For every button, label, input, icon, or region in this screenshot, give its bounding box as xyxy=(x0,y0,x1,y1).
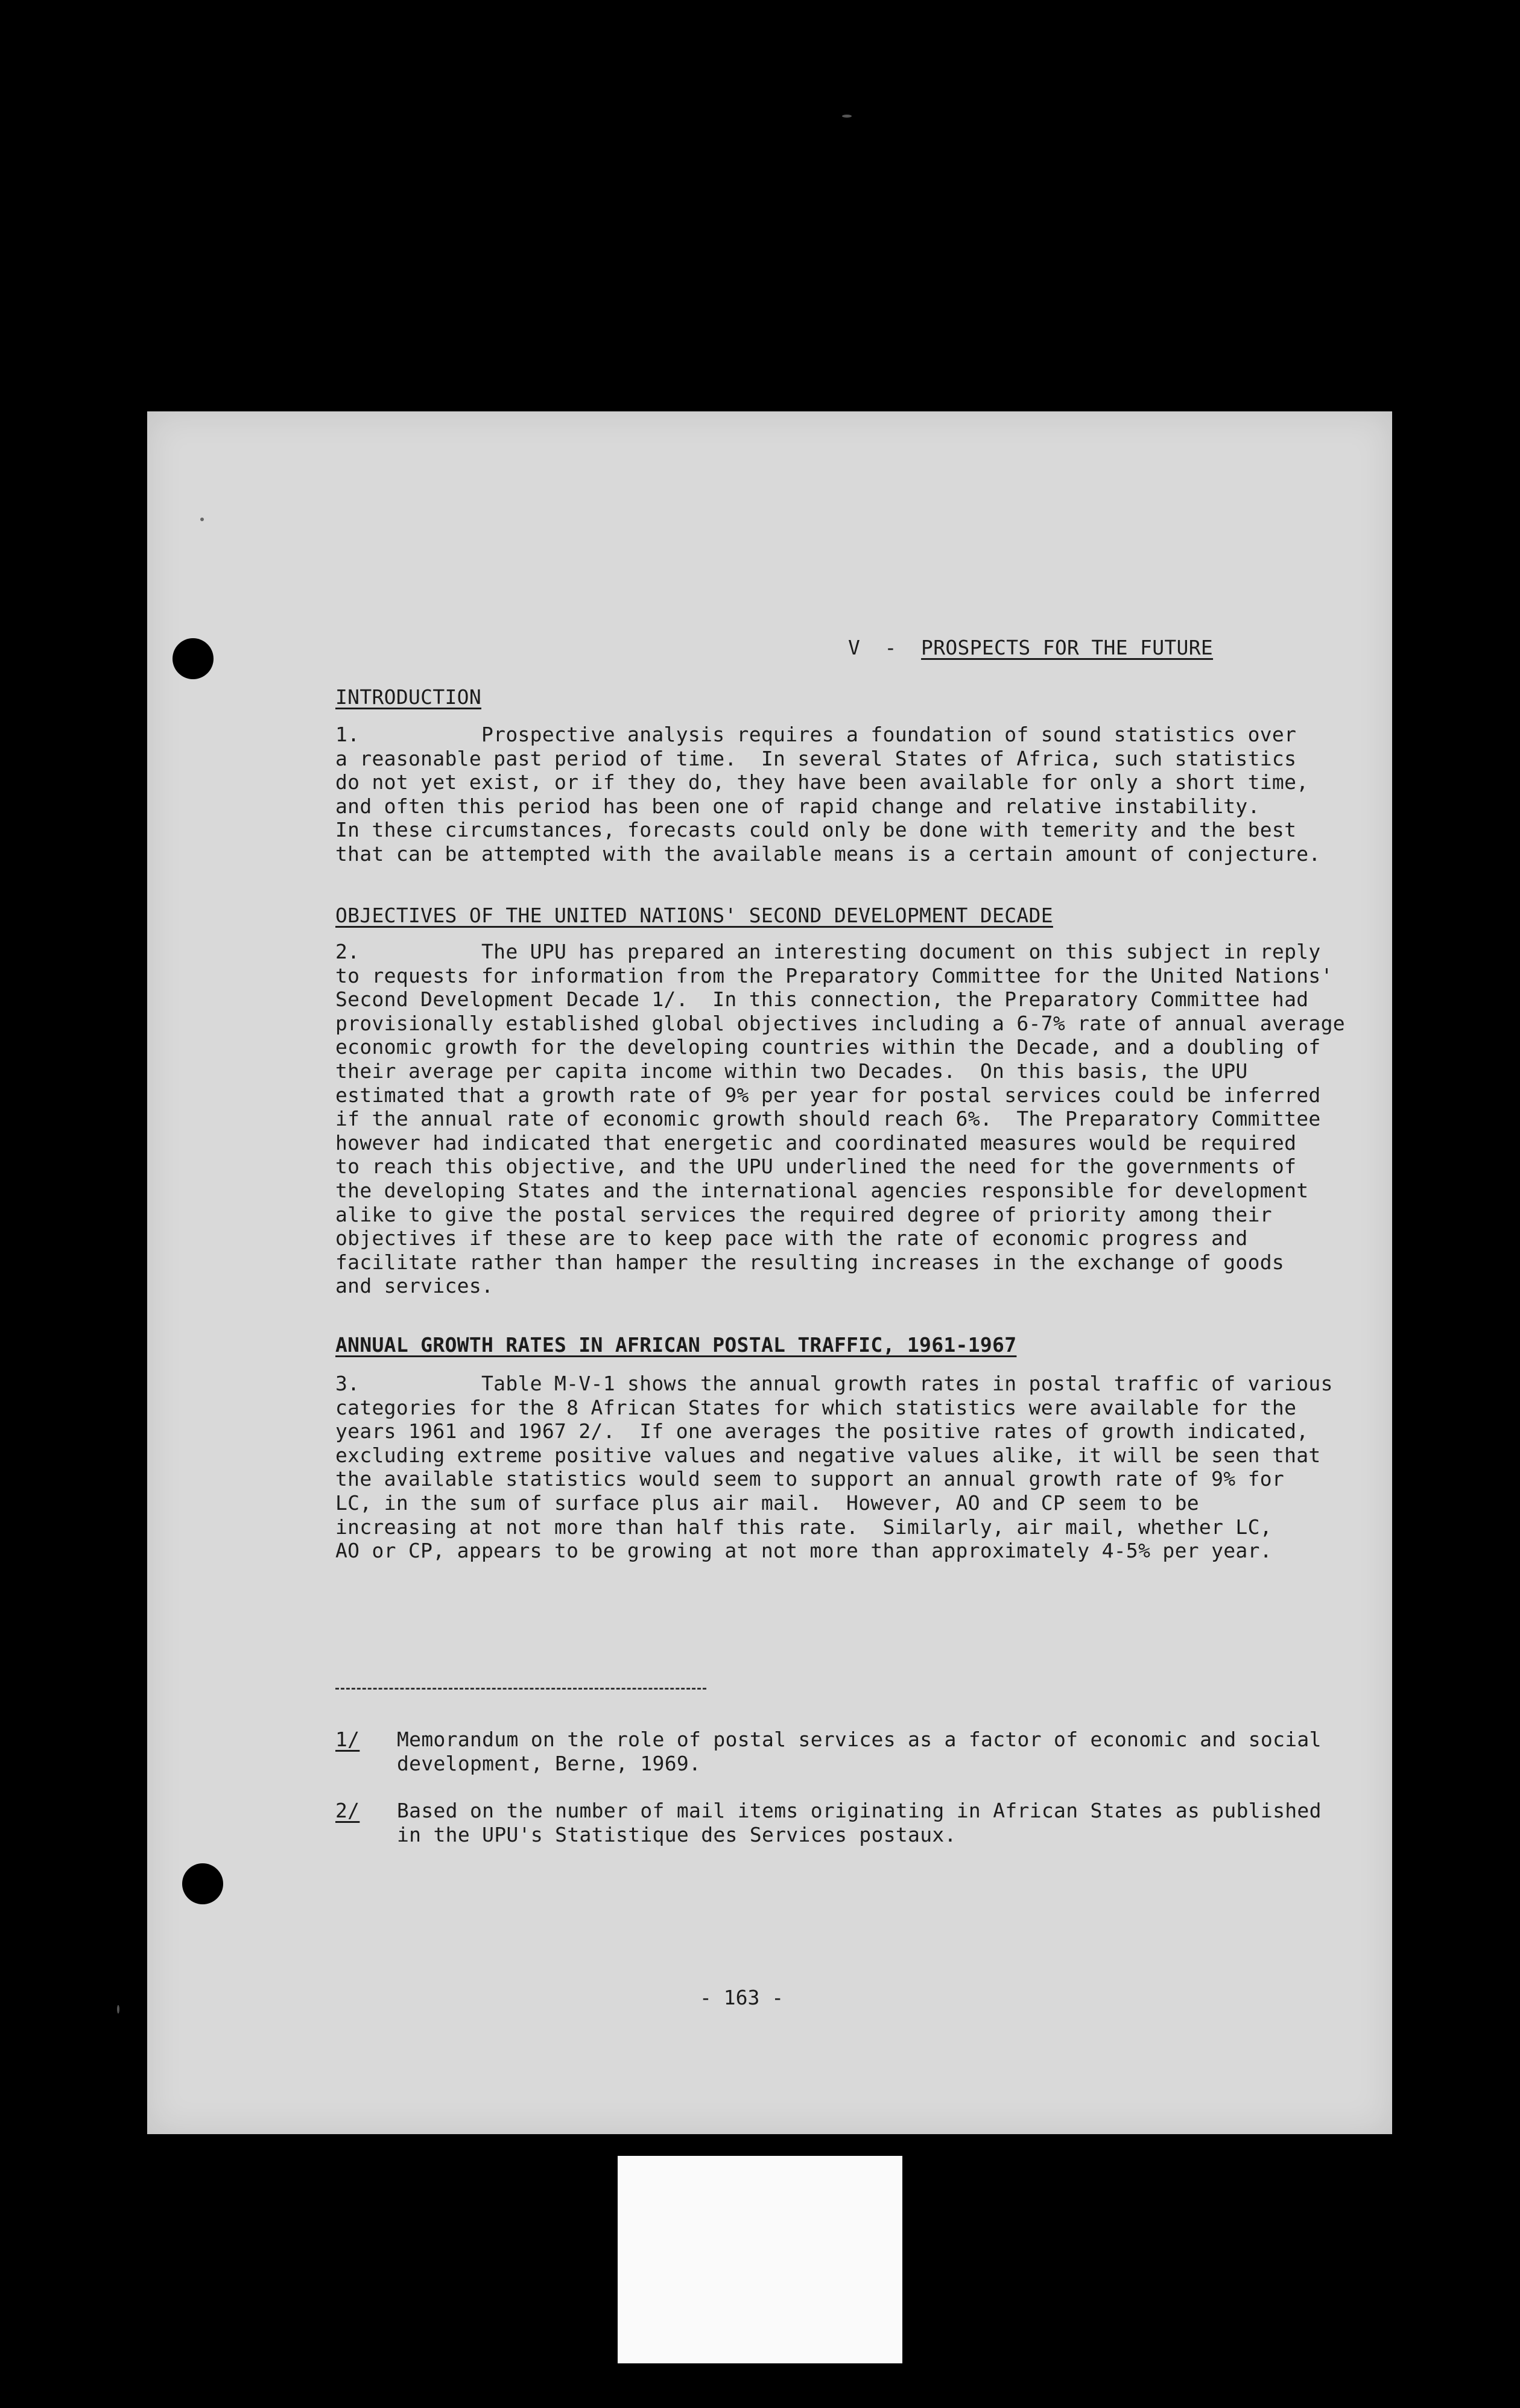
title-dash: - xyxy=(884,636,897,659)
white-card xyxy=(618,2156,902,2363)
title-numeral: V xyxy=(848,636,861,659)
footnote-line: Memorandum on the role of postal services as a factor of economic and social xyxy=(397,1728,1322,1751)
paragraph-line: if the annual rate of economic growth should reach 6%. The Preparatory Committee xyxy=(335,1107,1321,1131)
document-page xyxy=(147,411,1392,2134)
footnote-number: 1/ xyxy=(335,1728,360,1751)
footnote-text xyxy=(397,1728,1322,1775)
footnote-line: development, Berne, 1969. xyxy=(397,1751,701,1775)
footnote-line: Based on the number of mail items originating in African States as published xyxy=(397,1799,1322,1822)
footnote-divider xyxy=(335,1688,706,1690)
paragraph-3 xyxy=(335,1372,1373,1563)
section-heading-objectives: OBJECTIVES OF THE UNITED NATIONS' SECOND DEVELOPMENT DECADE xyxy=(335,904,1053,927)
paragraph-line: objectives if these are to keep pace with the rate of economic progress and xyxy=(335,1226,1248,1250)
paragraph-line: categories for the 8 African States for which statistics were available for the xyxy=(335,1395,1297,1419)
punch-hole-bottom xyxy=(182,1863,223,1904)
paragraph-line: the available statistics would seem to support an annual growth rate of 9% for xyxy=(335,1467,1285,1491)
paragraph-line: do not yet exist, or if they do, they have been available for only a short time, xyxy=(335,770,1309,794)
paragraph-line: however had indicated that energetic and coordinated measures would be required xyxy=(335,1130,1297,1155)
paragraph-line: increasing at not more than half this rate. Similarly, air mail, whether LC, xyxy=(335,1515,1272,1539)
paragraph-line: LC, in the sum of surface plus air mail. However, AO and CP seem to be xyxy=(335,1491,1199,1515)
page-number: - 163 - xyxy=(700,1986,784,2009)
paragraph-line: 1. Prospective analysis requires a foundation of sound statistics over xyxy=(335,723,1297,746)
paragraph-line: years 1961 and 1967 2/. If one averages the positive rates of growth indicated, xyxy=(335,1419,1309,1443)
footnote-text xyxy=(397,1799,1322,1846)
footnote-number: 2/ xyxy=(335,1799,360,1822)
paragraph-line: to requests for information from the Preparatory Committee for the United Nations' xyxy=(335,963,1333,987)
paragraph-line: their average per capita income within two Decades. On this basis, the UPU xyxy=(335,1059,1248,1083)
paragraph-line: that can be attempted with the available means is a certain amount of conjecture. xyxy=(335,841,1321,866)
paragraph-line: 2. The UPU has prepared an interesting document on this subject in reply xyxy=(335,940,1321,963)
paragraph-line: provisionally established global objectives including a 6-7% rate of annual average xyxy=(335,1011,1345,1035)
speck xyxy=(200,518,204,521)
paragraph-2 xyxy=(335,940,1373,1298)
section-heading-introduction: INTRODUCTION xyxy=(335,685,482,709)
section-heading-growth-rates: ANNUAL GROWTH RATES IN AFRICAN POSTAL TRAFFIC, 1961-1967 xyxy=(335,1333,1017,1357)
punch-hole-top xyxy=(173,638,214,679)
footnote-line: in the UPU's Statistique des Services postaux. xyxy=(397,1822,957,1846)
paragraph-line: estimated that a growth rate of 9% per year for postal services could be inferred xyxy=(335,1083,1321,1107)
paragraph-line: In these circumstances, forecasts could only be done with temerity and the best xyxy=(335,818,1297,842)
paragraph-line: Second Development Decade 1/. In this connection, the Preparatory Committee had xyxy=(335,987,1309,1012)
paragraph-line: 3. Table M-V-1 shows the annual growth rates in postal traffic of various xyxy=(335,1372,1333,1395)
paragraph-1 xyxy=(335,723,1373,866)
page-title xyxy=(848,636,1213,660)
paragraph-line: excluding extreme positive values and negative values alike, it will be seen that xyxy=(335,1443,1321,1467)
speck xyxy=(117,2005,119,2014)
title-text: PROSPECTS FOR THE FUTURE xyxy=(921,636,1214,659)
paragraph-line: the developing States and the international agencies responsible for development xyxy=(335,1178,1309,1202)
paragraph-line: economic growth for the developing countries within the Decade, and a doubling of xyxy=(335,1035,1321,1059)
speck xyxy=(842,115,852,118)
paragraph-line: facilitate rather than hamper the resulting increases in the exchange of goods xyxy=(335,1250,1285,1274)
paragraph-line: a reasonable past period of time. In several States of Africa, such statistics xyxy=(335,746,1297,770)
paragraph-line: alike to give the postal services the required degree of priority among their xyxy=(335,1202,1272,1226)
paragraph-line: and often this period has been one of rapid change and relative instability. xyxy=(335,794,1260,818)
paragraph-line: to reach this objective, and the UPU underlined the need for the governments of xyxy=(335,1155,1297,1179)
paragraph-line: AO or CP, appears to be growing at not more than approximately 4-5% per year. xyxy=(335,1539,1272,1563)
paragraph-line: and services. xyxy=(335,1274,494,1298)
